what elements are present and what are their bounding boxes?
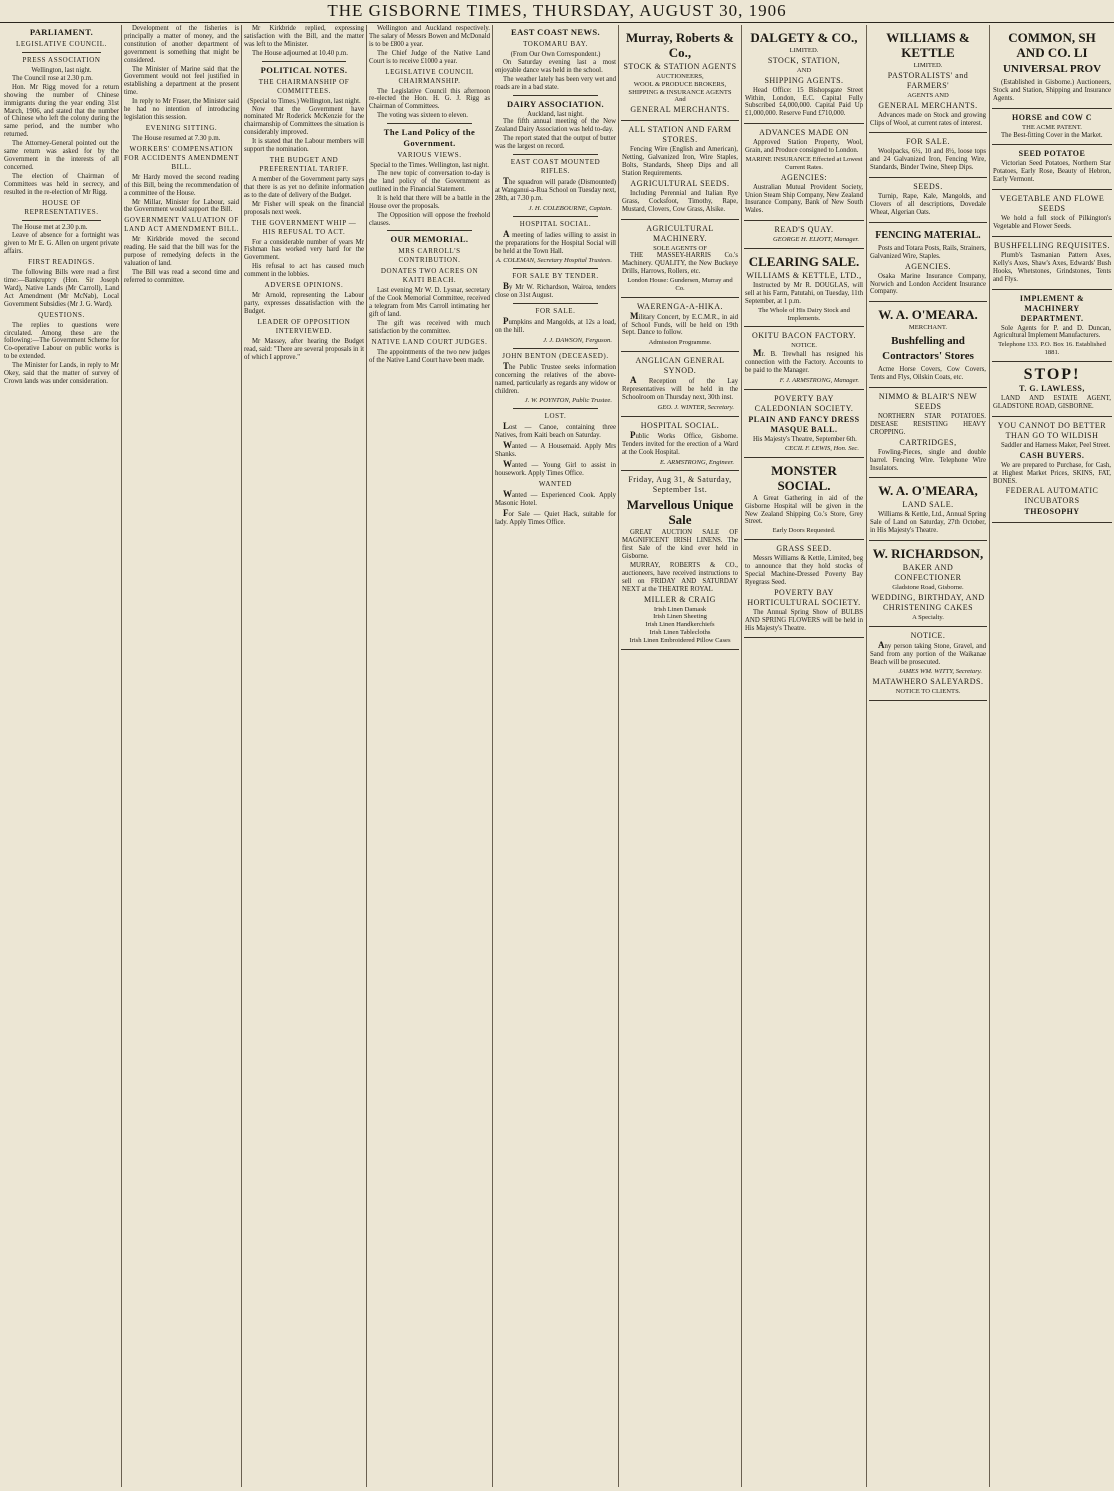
subheading-tokomaru-bay: TOKOMARU BAY. [523,40,588,48]
column-rule [741,25,742,1487]
subheading-house: HOUSE OF REPRESENTATIVES. [24,198,99,216]
notice-text: The Public Trustee seeks information concerning the relatives of the above-named, particularly as regards any widow or children. [495,360,616,395]
heading-wanted: WANTED [538,479,573,488]
advert-title: HORSE and COW C [1011,112,1093,122]
divider [513,268,598,269]
advert-title: ADVANCES MADE ON [759,128,849,138]
advert-title: THEOSOPHY [1024,507,1080,517]
heading-east-coast-news: EAST COAST NEWS. [511,27,600,37]
column-4 [369,25,490,1487]
advert-line: A Specialty. [912,613,944,621]
advert-body: Fowling-Pieces, single and double barrel. Fencing Wire. Telephone Wire Insulators. [870,448,986,472]
advert-title: VEGETABLE AND FLOWE SEEDS [999,194,1105,214]
article-paragraph: The weather lately has been very wet and roads are in a bad state. [495,75,616,91]
article-paragraph: It is stated that the Labour members will support the nomination. [244,138,364,154]
article-paragraph: The new topic of conversation to-day is the land policy of the Government as outlined in the Financial Statement. [369,170,490,193]
advert-body: We hold a full stock of Pilkington's Vegetable and Flower Seeds. [993,215,1111,231]
advert-body: Including Perennial and Italian Rye Grass, Cocksfoot, Timothy, Rape, Mustard, Clovers, Cow Grass, Alsike. [622,189,738,213]
article-paragraph: Hon. Mr Rigg moved for a return showing the number of Chinese immigrants during the year ending 31st March, 1906, and stated that the number of Chinese who left the colony during the same period, and the number who returned. [4,83,119,139]
advert-title: W. RICHARDSON, [872,546,984,562]
advert-title: CLEARING SALE. [748,254,860,270]
advert-line: Gladstone Road, Gisborne. [892,584,964,592]
signature: GEORGE H. ELIOTT, Manager. [773,236,859,244]
article-paragraph: The Chief Judge of the Native Land Court is to receive £1000 a year. [369,49,490,65]
signature: F. J. ARMSTRONG, Manager. [779,376,859,384]
advert-body: Fencing Wire (English and American), Netting, Galvanized Iron, Wire Staples, Bolts, Standards, Sheep Dips and all Station Requirements. [622,146,738,177]
advert-title: GRASS SEED. [776,544,832,554]
column-8 [869,25,987,1487]
advert-title: MATAWHERO SALEYARDS. [872,677,984,687]
advert-line: STOCK & STATION AGENTS [623,62,737,71]
advert-implement [992,290,1112,362]
advert-body: Turnip, Rape, Kale, Mangolds, and Clovers of all descriptions, Dovedale Wheat, Algerian Oats. [870,193,986,216]
article-paragraph: The election of Chairman of Committees was held in secrecy, and resulted in the re-election of Mr Rigg. [4,172,119,196]
advert-land-sale [869,478,987,541]
advert-body: The Best-fitting Cover in the Market. [1001,131,1103,139]
advert-seed-potatoes [992,145,1112,190]
advert-common-shelton [992,25,1112,109]
advert-body: Woolpacks, 6½, 10 and 8½, loose tops and 24 Galvanized Iron, Fencing Wire, Standards, Binder Twine, Sheep Dips. [870,148,986,172]
signature: GEO. J. WINTER, Secretary. [657,403,734,411]
advert-body: Approved Station Property, Wool, Grain, and Produce consigned to London. [745,139,863,155]
advert-title: FEDERAL AUTOMATIC INCUBATORS [1005,486,1099,506]
divider [513,95,598,96]
divider [22,220,101,221]
classified-item: Wanted — Experienced Cook. Apply Masonic Hotel. [495,488,616,507]
advert-body: Williams & Kettle, Ltd., Annual Spring Sale of Land on Saturday, 27th October, in His Majesty's Theatre. [870,511,986,535]
advert-line: London House: Gundersen, Murray and Co. [627,277,733,292]
advert-dalgety-advances [744,124,864,221]
advert-body: GREAT AUCTION SALE OF MAGNIFICENT IRISH LINENS. The first Sale of the kind ever held in Gisborne. [622,529,738,561]
advert-body: Acme Horse Covers, Cow Covers, Tents and Flys, Oilskin Coats, etc. [870,366,986,382]
advert-body: Instructed by Mr R. DOUGLAS, will sell at his Farm, Patutahi, on Tuesday, 11th September, at 1 p.m. [745,282,863,305]
advert-title: ALL STATION AND FARM STORES. [628,125,732,145]
advert-title: POVERTY BAY HORTICULTURAL SOCIETY. [747,587,861,607]
article-paragraph: Mr Massey, after hearing the Budget read, said: "There are several proposals in it of which I approve." [244,337,364,361]
advert-title: AGRICULTURAL SEEDS. [630,178,730,188]
article-paragraph: Mr Arnold, representing the Labour party, expresses dissatisfaction with the Budget. [244,292,364,315]
column-rule [866,25,867,1487]
advert-line: AUCTIONEERS, [656,73,704,80]
advert-title: ANGLICAN GENERAL SYNOD. [635,356,725,376]
column-5 [495,25,616,1487]
advert-title: FENCING MATERIAL. [875,229,981,241]
advert-title: COMMON, SH AND CO. LI [1008,30,1096,60]
column-rule [618,25,619,1487]
article-paragraph: The Bill was read a second time and referred to committee. [124,268,239,284]
advert-body: Sole Agents for P. and D. Duncan, Agricultural Implement Manufacturers. [993,324,1111,340]
advert-title: POVERTY BAY CALEDONIAN SOCIETY. [754,393,854,413]
subheading-donates: DONATES TWO ACRES ON KAITI BEACH. [380,267,479,285]
column-3 [244,25,364,1487]
article-paragraph: Mr Fisher will speak on the financial proposals next week. [244,200,364,216]
advert-waerenga [621,298,739,353]
divider [513,348,598,349]
article-paragraph: The voting was sixteen to eleven. [377,112,468,120]
advert-line: LAND SALE. [902,500,954,510]
article-paragraph: On Saturday evening last a most enjoyable dance was held in the school. [495,58,616,74]
dateline: Auckland, last night. [527,110,584,118]
subheading-legislative-council: LEGISLATIVE COUNCIL. [16,40,107,48]
advert-body: Mr. B. Trewhall has resigned his connection with the Factory. Accounts to be paid to the Manager. [745,348,863,375]
advert-title: DALGETY & CO., [750,30,858,45]
article-paragraph: The Council rose at 2.30 p.m. [12,74,93,82]
advert-seeds [869,178,987,223]
advert-title: SEEDS. [913,182,943,192]
byline: (From Our Own Correspondent.) [510,51,601,58]
advert-title: WAERENGA-A-HIKA. [637,301,723,311]
advert-line: LIMITED. [789,47,819,54]
column-rule [989,25,990,1487]
advert-subtitle: UNIVERSAL PROV [1002,63,1102,75]
article-paragraph: His refusal to act has caused much comment in the lobbies. [244,263,364,279]
subheading-workers-compensation: WORKERS' COMPENSATION FOR ACCIDENTS AMENDMENT BILL. [124,144,239,171]
column-6 [621,25,739,1487]
advert-title: Murray, Roberts & Co., [626,30,734,60]
advert-body: A Great Gathering in aid of the Gisborne Hospital will be given in the New Zealand Shipping Co.'s Store, Grey Street. [745,494,863,526]
advert-title: W. A. O'MEARA. [878,307,978,323]
advert-line: NOTICE. [791,342,817,350]
dateline: Wellington, last night. [31,67,92,74]
advert-line: NOTICE TO CLIENTS. [895,688,961,696]
signature: J. J. DAWSON, Ferguson. [543,336,612,344]
article-paragraph: The Minister for Lands, in reply to Mr Okey, said that the matter of survey of Crown lands was under consideration. [4,362,119,385]
article-paragraph: Mr Kirkbride replied, expressing satisfaction with the Bill, and the matter was left to the Minister. [244,25,364,48]
advert-line: GENERAL MERCHANTS. [878,100,978,110]
notice-text: A meeting of ladies willing to assist in the preparations for the Hospital Social will be held at the Town Hall. [495,228,616,255]
dateline: (Special to Times.) Wellington, last night. [247,97,361,105]
advert-murray-roberts [621,25,739,121]
advert-line: AGENTS AND [907,91,949,99]
subheading-chairmanship: THE CHAIRMANSHIP OF COMMITTEES. [258,77,350,95]
advert-lawless [992,362,1112,417]
subheading-various-views: VARIOUS VIEWS. [397,151,462,160]
article-paragraph: Wellington and Auckland respectively. The salary of Messrs Bowen and McDonald is to be £800 a year. [369,25,490,48]
advert-title: STOP! [1023,365,1081,383]
advert-clearing-sale [744,249,864,327]
advert-title: WILLIAMS & KETTLE [886,30,970,60]
advert-body: Posts and Totara Posts, Rails, Strainers, Galvanized Wire, Staples. [870,244,986,260]
subheading-council-chairmanship: LEGISLATIVE COUNCIL CHAIRMANSHIP. [385,67,474,85]
article-paragraph: A member of the Government party says that there is as yet no definite information as to the date of delivery of the Budget. [244,175,364,199]
advert-grass-seed [744,540,864,638]
column-rule [366,25,367,1487]
article-paragraph: The Minister of Marine said that the Government would not feel justified in establishing a department at the present time. [124,65,239,97]
article-paragraph: The fifth annual meeting of the New Zealand Dairy Association was held to-day. [495,118,616,134]
advert-line: T. G. LAWLESS, [1019,383,1085,393]
advert-line: LIMITED. [913,62,943,69]
article-paragraph: The Legislative Council this afternoon re-elected the Hon. H. G. J. Rigg as Chairman of Committees. [369,87,490,111]
article-paragraph: The report stated that the output of butter was the largest on record. [495,135,616,151]
column-rule [121,25,122,1487]
advert-monster-social [744,458,864,540]
advert-line: The Whole of His Dairy Stock and Implements. [758,306,850,322]
advert-line: GENERAL MERCHANTS. [630,105,730,115]
advert-line: SOLE AGENTS OF [653,244,707,252]
advert-body: MURRAY, ROBERTS & CO., auctioneers, have received instructions to sell on FRIDAY AND SATURDAY NEXT at the THEATRE ROYAL [622,562,738,593]
press-association-label: PRESS ASSOCIATION [22,56,101,64]
article-paragraph: The House resumed at 7.30 p.m. [132,134,221,142]
advert-machinery [621,220,739,298]
advert-title: NOTICE. [910,630,946,640]
advert-station-stores [621,121,739,219]
article-paragraph: Development of the fisheries is principally a matter of money, and the constitution of another department of government is something that might be considered. [124,25,239,64]
advert-body: We are prepared to Purchase, for Cash, at Highest Market Prices, SKINS, FAT, BONES. [993,461,1111,485]
advert-omeara [869,302,987,388]
advert-title: Marvellous Unique Sale [626,497,734,528]
advert-body: Australian Mutual Provident Society, Union Steam Ship Company, New Zealand Insurance Company, Bank of New South Wales. [745,183,863,215]
advert-title: OKITU BACON FACTORY. [751,331,856,341]
advert-body: Head Office: 15 Bishopsgate Street Within, London, E.C. Capital Fully Subscribed £4,000,000. Capital Paid Up £1,000,000. Reserve Fund £710,000. [745,86,863,118]
advert-williams-kettle [869,25,987,133]
advert-date: Friday, Aug 31, & Saturday, September 1st. [628,475,732,495]
advert-okitu-bacon [744,327,864,389]
article-paragraph: Now that the Government have nominated Mr Roderick McKenzie for the chairmanship of Committees the situation is considerably improved. [244,105,364,137]
advert-reads-quay [744,221,864,249]
advert-title: CARTRIDGES, [899,437,957,447]
advert-line: MILLER & CRAIG [644,594,716,604]
advert-title: CASH BUYERS. [1019,450,1085,460]
advert-title: FOR SALE. [905,137,951,147]
advert-body: The Annual Spring Show of BULBS AND SPRING FLOWERS will be held in His Majesty's Theatre. [745,608,863,632]
dateline: Special to the Times. Wellington, last night. [370,162,489,170]
advert-line: Irish Linen Tablecloths [649,629,711,637]
advert-body: Public Works Office, Gisborne. Tenders invited for the erection of a Ward at the Cook Hospital. [622,429,738,456]
heading-for-sale: FOR SALE. [535,307,576,316]
column-1 [4,25,119,1487]
advert-title: HOSPITAL SOCIAL. [640,420,720,430]
advert-title: READ'S QUAY. [774,225,834,235]
advert-title: AGRICULTURAL MACHINERY. [646,223,714,243]
advert-body: Advances made on Stock and growing Clips of Wool, at current rates of interest. [870,111,986,127]
advert-line: Irish Linen Embroidered Pillow Cases [629,636,731,644]
column-7 [744,25,864,1487]
heading-political-notes: POLITICAL NOTES. [260,64,348,75]
advert-body: Victorian Seed Potatoes, Northern Star Potatoes, Early Rose, Beauty of Hebron, Early Vermont. [993,160,1111,184]
article-paragraph: The House met at 2.30 p.m. [12,223,88,231]
notice-text: The squadron will parade (Dismounted) at Wanganui-a-Rua School on Tuesday next, 28th, at 7.30 p.m. [495,176,616,202]
advert-body: LAND AND ESTATE AGENT, GLADSTONE ROAD, GISBORNE. [993,394,1111,410]
notice-text: By Mr W. Richardson, Wairoa, tenders close on 31st August. [495,281,616,300]
advert-notice [869,627,987,701]
article-paragraph: The appointments of the two new judges of the Native Land Court have been made. [369,348,490,364]
advert-body: A Reception of the Lay Representatives will be held in the Schoolroom on Thursday next, 30th inst. [622,375,738,401]
advert-body: Saddler and Harness Maker, Peel Street. [1001,441,1111,449]
divider [513,408,598,409]
advert-line: Irish Linen Damask [653,605,707,613]
divider [513,303,598,304]
article-paragraph: For a considerable number of years Mr Fishman has worked very hard for the Government. [244,238,364,262]
advert-line: PASTORALISTS' and FARMERS' [887,70,969,90]
advert-line: THE ACME PATENT. [1022,123,1082,131]
heading-dairy-association: DAIRY ASSOCIATION. [506,98,605,109]
article-paragraph: The Opposition will oppose the freehold clauses. [369,211,490,227]
signature: E. ARMSTRONG, Engineer. [659,458,734,466]
advert-line: Admission Programme. [648,339,712,347]
divider [387,123,472,124]
advert-dalgety [744,25,864,124]
signature: J. W. POYNTON, Public Trustee. [524,397,612,405]
advert-title: WEDDING, BIRTHDAY, AND CHRISTENING CAKES [871,592,985,612]
advert-horse-cow-covers [992,109,1112,146]
signature: JAMES WM. WITTY, Secretary. [898,668,982,676]
advert-body: THE MASSEY-HARRIS Co.'s Machinery. QUALITY, the New Buckeye Drills, Harrows, Rollers, etc. [622,252,738,276]
article-paragraph: The Attorney-General pointed out the same return was asked for by the Government in the interests of all concerned. [4,140,119,171]
advert-body: Plumb's Tasmanian Pattern Axes, Kelly's Axes, Shaw's Axes, Edwards' Bush Hooks, Whetstones, Grindstones, Tents and Flys. [993,251,1111,283]
advert-line: BAKER AND CONFECTIONER [894,563,962,583]
classified-item: Wanted — A Housemaid. Apply Mrs Shanks. [495,440,616,459]
advert-line: MERCHANT. [908,324,948,332]
subheading-budget: THE BUDGET AND PREFERENTIAL TARIFF. [259,155,349,173]
heading-parliament: PARLIAMENT. [29,27,94,37]
heading-hospital-social: HOSPITAL SOCIAL. [519,219,592,228]
advert-body: (Established in Gisborne.) Auctioneers, Stock and Station, Shipping and Insurance Agents. [993,79,1111,102]
advert-body: Military Concert, by E.C.M.R., in aid of School Funds, will be held on 19th Sept. Dance to follow. [622,310,738,337]
heading-john-benton: JOHN BENTON (DECEASED). [502,351,609,360]
column-2 [124,25,239,1487]
advert-richardson [869,541,987,627]
advert-fencing [869,223,987,303]
subheading-adverse-opinions: ADVERSE OPINIONS. [264,281,344,290]
subheading-leader-opposition: LEADER OF OPPOSITION INTERVIEWED. [257,317,351,335]
advert-line: STOCK, STATION, [767,55,841,65]
advert-line: And [674,96,686,104]
heading-mounted-rifles: EAST COAST MOUNTED RIFLES. [510,158,601,176]
heading-land-policy: The Land Policy of the Government. [383,127,476,149]
advert-body: His Majesty's Theatre, September 6th. [753,435,857,443]
advert-line: SHIPPING AGENTS. [764,75,844,85]
subheading-evening-sitting: EVENING SITTING. [145,123,218,132]
advert-title: MONSTER SOCIAL. [771,462,837,493]
advert-line: Early Doors Requested. [772,527,836,535]
advert-linen-sale [621,471,739,649]
classified-item: Wanted — Young Girl to assist in housework. Apply Times Office. [495,459,616,477]
advert-line: AND [796,66,812,74]
advert-title: AGENCIES. [904,261,952,271]
advert-line: SHIPPING & INSURANCE AGENTS [628,88,732,96]
advert-body: Messrs Williams & Kettle, Limited, beg to announce that they hold stocks of Special Machine-Dressed Poverty Bay Ryegrass Seed. [745,555,863,586]
article-paragraph: Mr Millar, Minister for Labour, said the Government would support the Bill. [124,198,239,214]
advert-title: YOU CANNOT DO BETTER THAN GO TO WILDISH [997,420,1107,440]
article-paragraph: Mr Kirkbride moved the second reading. He said that the bill was for the purpose of remedying defects in the valuation of land. [124,236,239,268]
article-paragraph: In reply to Mr Fraser, the Minister said he had no intention of introducing legislation this session. [124,98,239,121]
advert-headline: Bushfelling and Contractors' Stores [882,335,974,363]
advert-title: IMPLEMENT & MACHINERY DEPARTMENT. [1019,293,1085,323]
article-paragraph: Leave of absence for a fortnight was given to Mr E. G. Allen on urgent private affairs. [4,232,119,256]
subheading-first-readings: FIRST READINGS. [28,258,95,267]
advert-vegetable-seeds [992,190,1112,237]
article-paragraph: The replies to questions were circulated. Among these are the following:—The Government Scheme for Co-operative Labour on public works is to be extended. [4,321,119,361]
advert-synod [621,352,739,417]
subheading-government-whip: THE GOVERNMENT WHIP — HIS REFUSAL TO ACT. [251,218,357,236]
advert-line: WOOL & PRODUCE BROKERS, [633,80,727,88]
article-paragraph: Mr Hardy moved the second reading of this Bill, being the recommendation of a committee of the House. [124,173,239,197]
divider [262,61,346,62]
advert-wildish [992,417,1112,524]
advert-line: Irish Linen Sheeting [653,613,707,621]
heading-sale-by-tender: FOR SALE BY TENDER. [512,272,599,281]
divider [513,154,598,155]
notice-text: Pumpkins and Mangolds, at 12s a load, on the hill. [495,316,616,335]
advert-bushfelling [992,237,1112,290]
advert-line: Telephone 133. P.O. Box 16. Established 1881. [998,341,1106,357]
divider [22,52,101,53]
advert-line: Irish Linen Handkerchiefs [645,621,715,629]
column-9 [992,25,1112,1487]
article-paragraph: The House adjourned at 10.40 p.m. [252,49,348,57]
divider [387,230,472,231]
signature: J. H. COLEBOURNE, Captain. [528,204,612,212]
advert-public-works [621,417,739,472]
subheading-native-land-judges: NATIVE LAND COURT JUDGES. [371,337,488,346]
advert-subtitle: PLAIN AND FANCY DRESS MASQUE BALL. [748,414,860,434]
article-paragraph: The following Bills were read a first time:—Bankruptcy (Hon. Sir Joseph Ward), Native Lands (Mr Carroll), Land Act Amendment (Mr McNab), Local Government Subsidies (Mr J. G. Ward). [4,269,119,308]
advert-line: WILLIAMS & KETTLE, LTD., [746,271,862,281]
article-paragraph: The gift was received with much satisfaction by the committee. [369,320,490,335]
advert-title: NIMMO & BLAIR'S NEW SEEDS [878,391,978,411]
advert-body: Any person taking Stone, Gravel, and Sand from any portion of the Waikanae Beach will be prosecuted. [870,639,986,666]
article-paragraph: Last evening Mr W. D. Lysnar, secretary of the Cook Memorial Committee, received a telegram from Mrs Carroll intimating her gift of land. [369,287,490,319]
advert-title: BUSHFELLING REQUISITES. [994,240,1110,250]
classified-item: For Sale — Quiet Hack, suitable for lady. Apply Times Office. [495,507,616,526]
subheading-mrs-carroll: MRS CARROLL'S CONTRIBUTION. [398,247,461,265]
heading-lost: LOST. [544,412,567,421]
advert-title: AGENCIES: [780,172,828,182]
advert-body: Osaka Marine Insurance Company, Norwich and London Accident Insurance Company. [870,272,986,296]
subheading-valuation-bill: GOVERNMENT VALUATION OF LAND ACT AMENDMENT BILL. [124,216,239,234]
advert-line: MARINE INSURANCE Effected at Lowest Current Rates. [745,156,863,171]
advert-title: W. A. O'MEARA, [878,483,978,499]
advert-caledonian [744,390,864,458]
article-paragraph: It is held that there will be a battle in the House over the proposals. [369,194,490,210]
subheading-questions: QUESTIONS. [38,310,85,319]
heading-our-memorial: OUR MEMORIAL. [390,234,469,245]
masthead: THE GISBORNE TIMES, THURSDAY, AUGUST 30, 1906 [0,0,1114,23]
divider [513,216,598,217]
classified-item: Lost — Canoe, containing three Natives, from Kaiti beach on Saturday. [495,421,616,440]
column-rule [492,25,493,1487]
advert-title: SEED POTATOE [1018,149,1086,159]
advert-nimmo-blair [869,388,987,478]
advert-for-sale [869,133,987,178]
advert-body: NORTHERN STAR POTATOES. DISEASE RESISTING HEAVY CROPPING. [870,412,986,436]
column-rule [241,25,242,1487]
signature: A. COLEMAN, Secretary Hospital Trustees. [495,257,612,265]
signature: CECIL F. LEWIS, Hon. Sec. [784,444,859,452]
